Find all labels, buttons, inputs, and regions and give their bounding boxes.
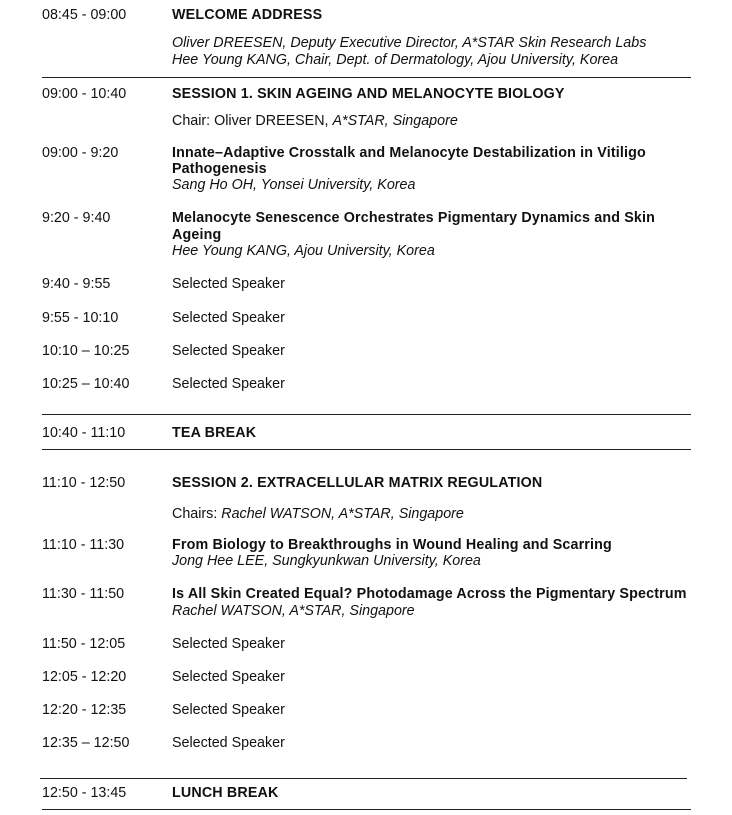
talk-title: Is All Skin Created Equal? Photodamage Across the Pigmentary Spectrum: [172, 586, 687, 602]
session1-title: SESSION 1. SKIN AGEING AND MELANOCYTE BIOLOGY: [172, 86, 565, 102]
talk-time: 09:00 - 9:20: [42, 145, 119, 161]
selected-speaker: Selected Speaker: [172, 702, 285, 718]
talk-speaker: Jong Hee LEE, Sungkyunkwan University, Korea: [172, 553, 481, 569]
divider: [42, 77, 691, 78]
selected-speaker: Selected Speaker: [172, 343, 285, 359]
selected-time: 9:55 - 10:10: [42, 310, 119, 326]
session1-time: 09:00 - 10:40: [42, 86, 127, 102]
selected-speaker: Selected Speaker: [172, 669, 285, 685]
divider: [40, 778, 687, 779]
selected-time: 11:50 - 12:05: [42, 636, 126, 652]
divider: [42, 449, 691, 450]
talk-title: Innate–Adaptive Crosstalk and Melanocyte Destabilization in Vitiligo: [172, 145, 646, 161]
selected-time: 12:05 - 12:20: [42, 669, 127, 685]
selected-time: 10:10 – 10:25: [42, 343, 130, 359]
session1-chair: Chair: Oliver DREESEN, A*STAR, Singapore: [172, 113, 458, 129]
selected-speaker: Selected Speaker: [172, 310, 285, 326]
welcome-speaker-1: Oliver DREESEN, Deputy Executive Director, A*STAR Skin Research Labs: [172, 35, 647, 51]
session2-time: 11:10 - 12:50: [42, 475, 126, 491]
lunch-break-time: 12:50 - 13:45: [42, 785, 127, 801]
talk-time: 9:20 - 9:40: [42, 210, 111, 226]
session2-chairs: Chairs: Rachel WATSON, A*STAR, Singapore: [172, 506, 464, 522]
talk-title-cont: Ageing: [172, 227, 222, 243]
talk-speaker: Sang Ho OH, Yonsei University, Korea: [172, 177, 416, 193]
selected-time: 12:35 – 12:50: [42, 735, 130, 751]
talk-title: From Biology to Breakthroughs in Wound Healing and Scarring: [172, 537, 612, 553]
welcome-title: WELCOME ADDRESS: [172, 7, 323, 23]
welcome-speaker-2: Hee Young KANG, Chair, Dept. of Dermatology, Ajou University, Korea: [172, 52, 619, 68]
selected-time: 12:20 - 12:35: [42, 702, 127, 718]
tea-break-time: 10:40 - 11:10: [42, 425, 126, 441]
selected-time: 10:25 – 10:40: [42, 376, 130, 392]
talk-title: Melanocyte Senescence Orchestrates Pigmentary Dynamics and Skin: [172, 210, 656, 226]
session2-title: SESSION 2. EXTRACELLULAR MATRIX REGULATION: [172, 475, 543, 491]
talk-title-cont: Pathogenesis: [172, 161, 267, 177]
selected-speaker: Selected Speaker: [172, 276, 285, 292]
tea-break-title: TEA BREAK: [172, 425, 257, 441]
divider: [42, 414, 691, 415]
selected-speaker: Selected Speaker: [172, 636, 285, 652]
welcome-time: 08:45 - 09:00: [42, 7, 127, 23]
selected-speaker: Selected Speaker: [172, 376, 285, 392]
selected-time: 9:40 - 9:55: [42, 276, 111, 292]
divider: [42, 809, 691, 810]
talk-time: 11:10 - 11:30: [42, 537, 125, 553]
selected-speaker: Selected Speaker: [172, 735, 285, 751]
talk-speaker: Hee Young KANG, Ajou University, Korea: [172, 243, 435, 259]
talk-speaker: Rachel WATSON, A*STAR, Singapore: [172, 603, 415, 619]
talk-time: 11:30 - 11:50: [42, 586, 125, 602]
lunch-break-title: LUNCH BREAK: [172, 785, 279, 801]
